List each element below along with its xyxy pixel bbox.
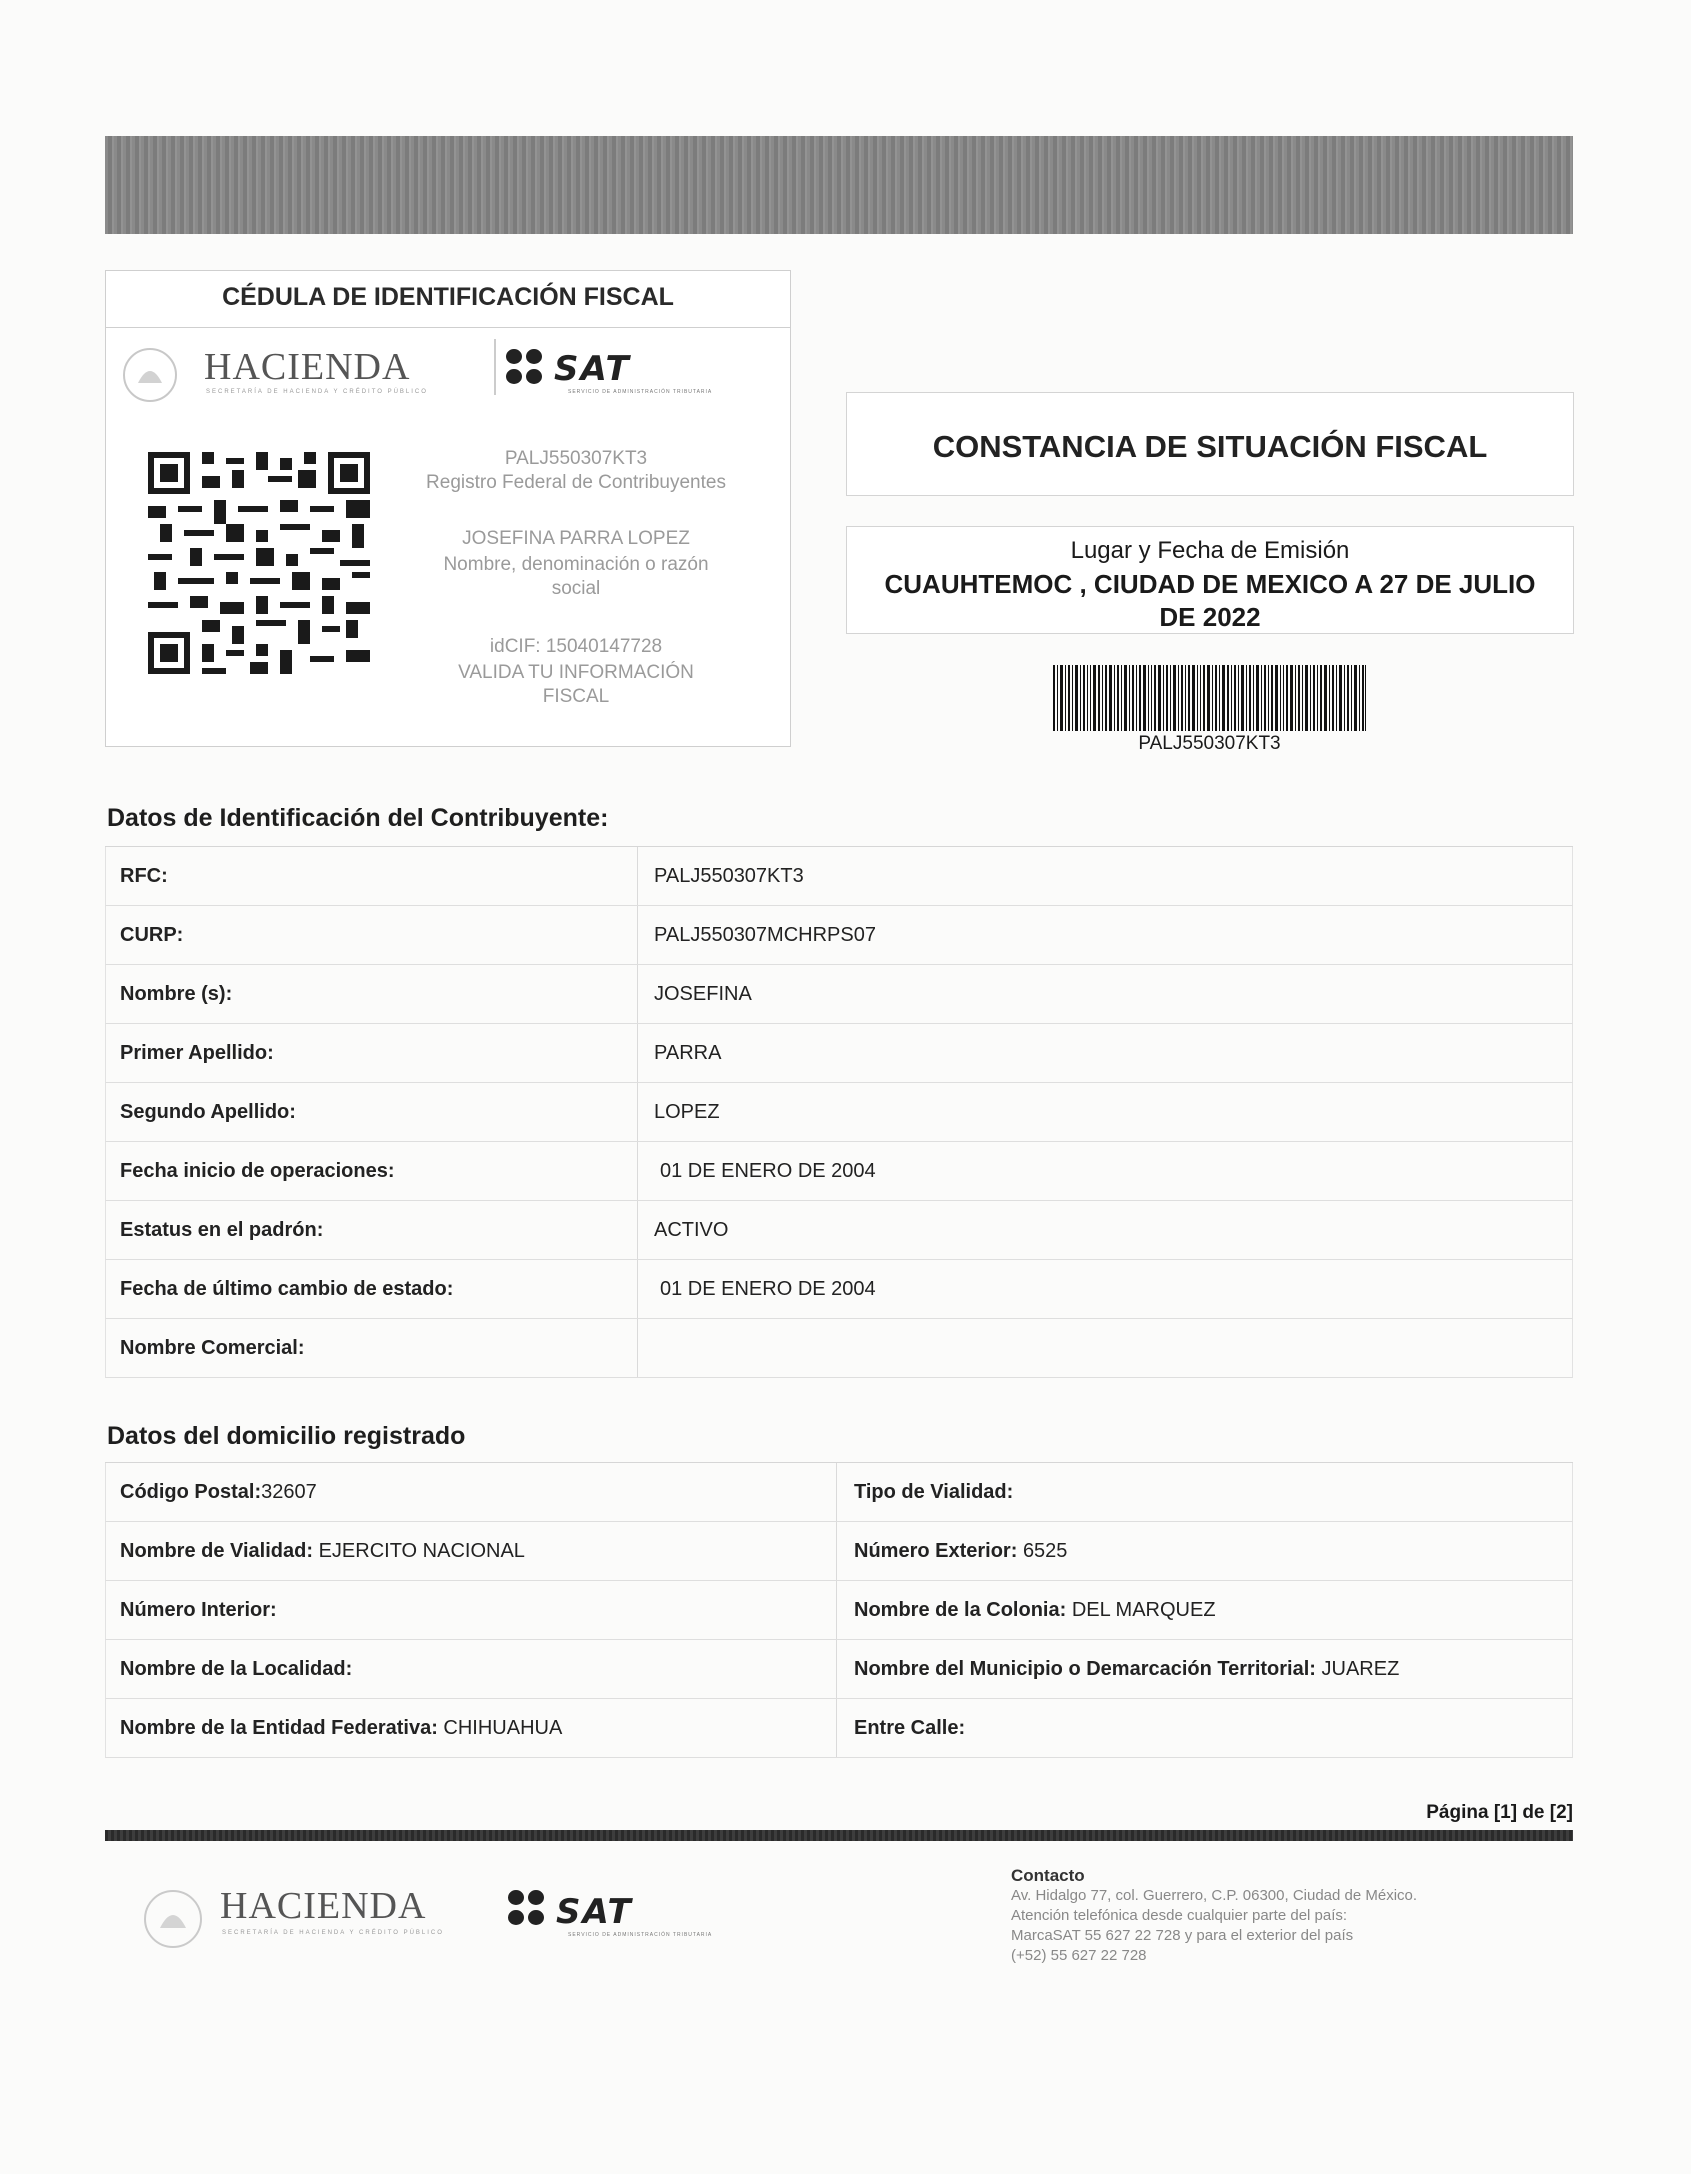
sat-logo-icon bbox=[508, 1890, 548, 1930]
domicilio-table bbox=[105, 1462, 1573, 1758]
cedula-valida: VALIDA TU INFORMACIÓN bbox=[458, 662, 694, 683]
cedula-name-label-2: social bbox=[551, 578, 601, 599]
page-number: Página [1] de [2] bbox=[1426, 1802, 1573, 1823]
table-row bbox=[105, 1522, 1573, 1581]
row-label: Segundo Apellido: bbox=[120, 1101, 296, 1123]
lugar-fecha-box bbox=[846, 526, 1574, 634]
address-cell: Número Interior: bbox=[120, 1599, 277, 1621]
lugar-line-2: DE 2022 bbox=[1159, 602, 1261, 632]
row-value: PALJ550307MCHRPS07 bbox=[654, 924, 876, 946]
barcode-icon bbox=[1053, 665, 1366, 731]
table-row bbox=[105, 1319, 1573, 1378]
contact-line: (+52) 55 627 22 728 bbox=[1011, 1947, 1147, 1964]
row-label: RFC: bbox=[120, 865, 168, 887]
address-cell: Nombre de la Colonia: DEL MARQUEZ bbox=[854, 1599, 1216, 1621]
contact-line: MarcaSAT 55 627 22 728 y para el exterior del país bbox=[1011, 1927, 1354, 1944]
row-label: Fecha de último cambio de estado: bbox=[120, 1278, 454, 1300]
hacienda-logo: HACIENDA bbox=[220, 1885, 427, 1927]
hacienda-subtitle: SECRETARÍA DE HACIENDA Y CRÉDITO PÚBLICO bbox=[206, 389, 428, 395]
sat-logo: SAT bbox=[554, 349, 631, 389]
constancia-title: CONSTANCIA DE SITUACIÓN FISCAL bbox=[932, 429, 1488, 464]
table-row bbox=[105, 1581, 1573, 1640]
table-row bbox=[105, 1699, 1573, 1758]
sat-logo-icon bbox=[506, 349, 546, 389]
row-label: Primer Apellido: bbox=[120, 1042, 274, 1064]
barcode-text: PALJ550307KT3 bbox=[1138, 733, 1281, 754]
contact-line: Atención telefónica desde cualquier parte del país: bbox=[1011, 1907, 1348, 1924]
row-label: Fecha inicio de operaciones: bbox=[120, 1160, 395, 1182]
contact-line: Av. Hidalgo 77, col. Guerrero, C.P. 06300, Ciudad de México. bbox=[1011, 1887, 1418, 1904]
row-value: 01 DE ENERO DE 2004 bbox=[660, 1160, 876, 1182]
row-label: Estatus en el padrón: bbox=[120, 1219, 324, 1241]
table-row bbox=[105, 1024, 1573, 1083]
row-value: LOPEZ bbox=[654, 1101, 720, 1123]
table-row bbox=[105, 1260, 1573, 1319]
row-value: ACTIVO bbox=[654, 1219, 729, 1241]
identificacion-table bbox=[105, 846, 1573, 1378]
lugar-label: Lugar y Fecha de Emisión bbox=[1070, 537, 1350, 564]
address-cell: Número Exterior: 6525 bbox=[854, 1540, 1068, 1562]
row-value: PARRA bbox=[654, 1042, 722, 1064]
sat-subtitle: SERVICIO DE ADMINISTRACIÓN TRIBUTARIA bbox=[568, 389, 713, 395]
row-label: Nombre (s): bbox=[120, 983, 233, 1005]
table-row bbox=[105, 1463, 1573, 1522]
cedula-rfc: PALJ550307KT3 bbox=[504, 448, 648, 469]
table-row bbox=[105, 965, 1573, 1024]
identificacion-title: Datos de Identificación del Contribuyente: bbox=[107, 804, 609, 832]
table-row bbox=[105, 1083, 1573, 1142]
qr-code-icon bbox=[148, 449, 370, 677]
hacienda-subtitle: SECRETARÍA DE HACIENDA Y CRÉDITO PÚBLICO bbox=[222, 1930, 444, 1936]
cedula-rfc-label: Registro Federal de Contribuyentes bbox=[426, 472, 726, 493]
footer-band bbox=[105, 1830, 1573, 1841]
address-cell: Tipo de Vialidad: bbox=[854, 1481, 1014, 1503]
address-cell: Entre Calle: bbox=[854, 1717, 966, 1739]
lugar-line-1: CUAUHTEMOC , CIUDAD DE MEXICO A 27 DE JULIO bbox=[884, 569, 1536, 599]
table-row bbox=[105, 1201, 1573, 1260]
table-row bbox=[105, 1142, 1573, 1201]
cedula-idcif: idCIF: 15040147728 bbox=[489, 636, 663, 657]
divider bbox=[494, 339, 496, 395]
address-cell: Nombre de la Localidad: bbox=[120, 1658, 353, 1680]
address-cell: Código Postal:32607 bbox=[120, 1481, 317, 1503]
cedula-title: CÉDULA DE IDENTIFICACIÓN FISCAL bbox=[222, 283, 674, 311]
contact-block bbox=[1011, 1866, 1571, 1966]
cedula-name: JOSEFINA PARRA LOPEZ bbox=[462, 528, 690, 549]
table-row bbox=[105, 847, 1573, 906]
table-row bbox=[105, 906, 1573, 965]
row-label: CURP: bbox=[120, 924, 184, 946]
hacienda-logo: HACIENDA bbox=[204, 346, 411, 388]
table-row bbox=[105, 1640, 1573, 1699]
address-cell: Nombre del Municipio o Demarcación Territorial: JUAREZ bbox=[854, 1658, 1400, 1680]
cedula-box bbox=[105, 270, 791, 747]
constancia-box bbox=[846, 392, 1574, 496]
cedula-valida-2: FISCAL bbox=[542, 686, 610, 707]
row-value: 01 DE ENERO DE 2004 bbox=[660, 1278, 876, 1300]
cedula-name-label: Nombre, denominación o razón bbox=[443, 554, 709, 575]
contact-title: Contacto bbox=[1011, 1866, 1085, 1885]
row-value: PALJ550307KT3 bbox=[654, 865, 804, 887]
sat-logo: SAT bbox=[556, 1892, 633, 1932]
eagle-seal-icon bbox=[140, 1886, 206, 1952]
eagle-seal-icon bbox=[120, 345, 180, 405]
row-label: Nombre Comercial: bbox=[120, 1337, 305, 1359]
domicilio-title: Datos del domicilio registrado bbox=[107, 1422, 466, 1450]
address-cell: Nombre de la Entidad Federativa: CHIHUAHUA bbox=[120, 1717, 563, 1739]
address-cell: Nombre de Vialidad: EJERCITO NACIONAL bbox=[120, 1540, 525, 1562]
divider bbox=[106, 327, 790, 328]
header-band bbox=[105, 136, 1573, 234]
row-value: JOSEFINA bbox=[654, 983, 752, 1005]
sat-subtitle: SERVICIO DE ADMINISTRACIÓN TRIBUTARIA bbox=[568, 1932, 713, 1938]
